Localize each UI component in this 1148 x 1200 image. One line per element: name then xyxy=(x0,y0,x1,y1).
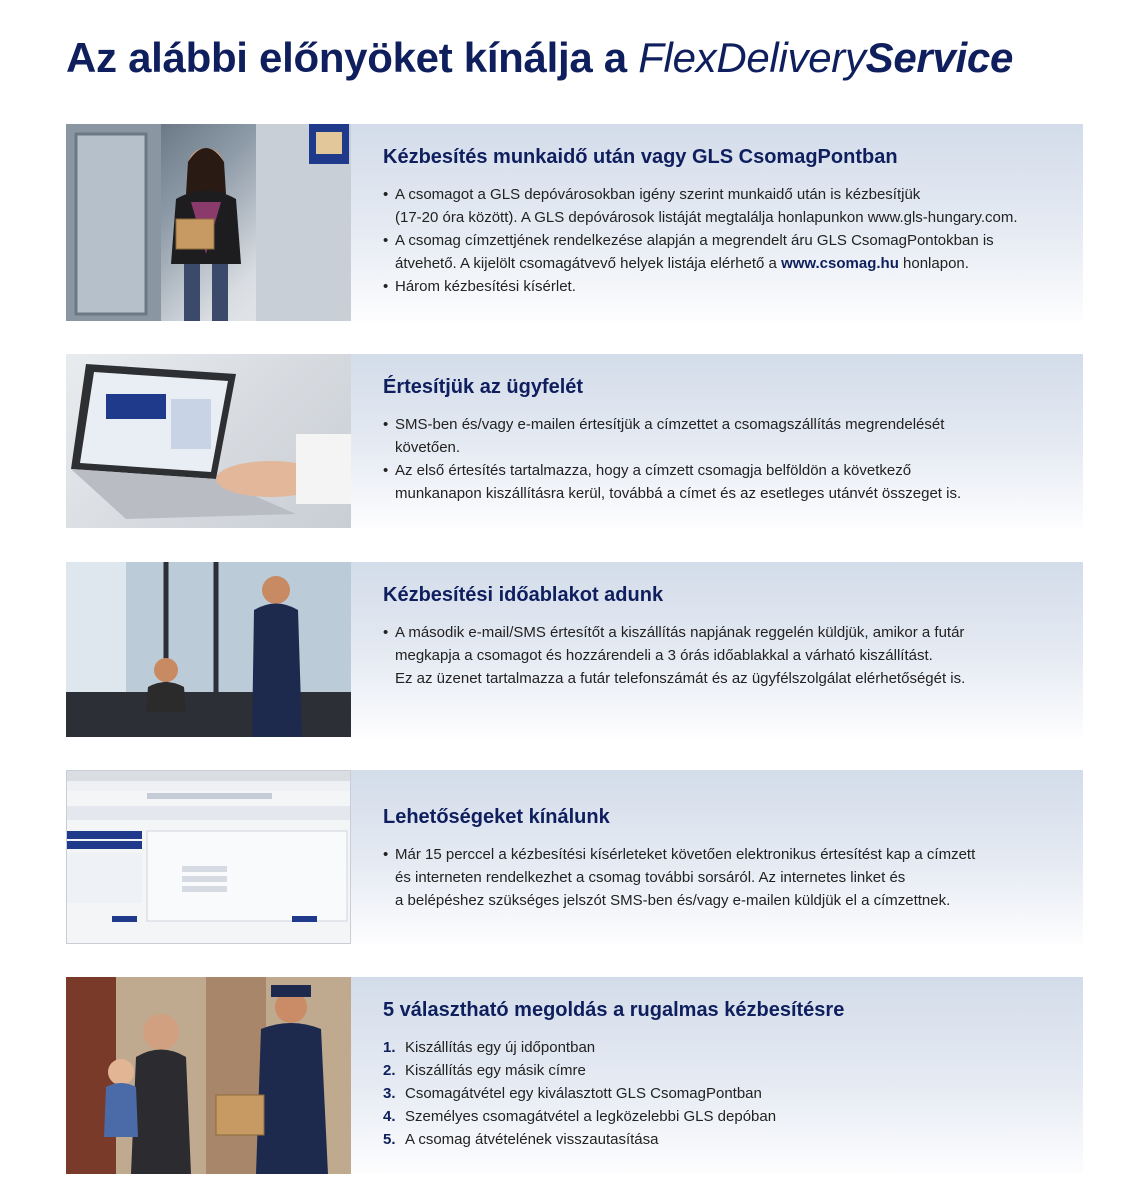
list-item: • Három kézbesítési kísérlet. xyxy=(383,275,1083,298)
section-title: Kézbesítés munkaidő után vagy GLS CsomagPontban xyxy=(383,146,898,168)
list-item: • Az első értesítés tartalmazza, hogy a címzett csomagja belföldön a következő munkanapon kiszállításra kerül, továbbá a címet és az esetleges utánvét összeget is. xyxy=(383,459,1083,505)
screenshot-web-portal xyxy=(66,770,351,944)
bullet-list xyxy=(383,843,1083,912)
bullet-list xyxy=(383,183,1083,298)
photo-woman-with-parcel xyxy=(66,124,351,321)
page-title-text: Az alábbi előnyöket kínálja a xyxy=(66,34,639,81)
section-text-panel xyxy=(351,770,1083,944)
list-item: 3. Csomagátvétel egy kiválasztott GLS CsomagPontban xyxy=(383,1085,762,1102)
section-delivery-solutions xyxy=(66,977,1083,1174)
page-title xyxy=(66,34,1013,82)
list-item: • Már 15 perccel a kézbesítési kísérleteket követően elektronikus értesítést kap a címzett és interneten rendelkezhet a csomag további sorsáról. Az internetes linket és a belépéshez szükséges jelszót SMS-ben és/vagy e-mailen küldjük el a címzettnek. xyxy=(383,843,1083,912)
list-item: • A csomag címzettjének rendelkezése alapján a megrendelt áru GLS CsomagPontokban is átvehető. A kijelölt csomagátvevő helyek listája elérhető a www.csomag.hu honlapon. xyxy=(383,229,1083,275)
list-item: 1. Kiszállítás egy új időpontban xyxy=(383,1039,596,1056)
section-title: 5 választható megoldás a rugalmas kézbesítésre xyxy=(383,999,845,1021)
bullet-list xyxy=(383,413,1083,505)
section-after-hours-delivery xyxy=(66,124,1083,321)
section-title: Kézbesítési időablakot adunk xyxy=(383,584,664,606)
section-text-panel xyxy=(351,124,1083,321)
section-title: Lehetőségeket kínálunk xyxy=(383,806,610,828)
section-delivery-time-window xyxy=(66,562,1083,737)
brand-name-bold: Service xyxy=(865,34,1014,81)
section-title: Értesítjük az ügyfelét xyxy=(383,376,584,398)
list-item: 2. Kiszállítás egy másik címre xyxy=(383,1062,586,1079)
list-item: • SMS-ben és/vagy e-mailen értesítjük a címzettet a csomagszállítás megrendelését követően. xyxy=(383,413,1083,459)
list-item: • A második e-mail/SMS értesítőt a kiszállítás napjának reggelén küldjük, amikor a futár megkapja a csomagot és hozzárendeli a 3 órás időablakkal a várható kiszállítást. Ez az üzenet tartalmazza a futár telefonszámát és az ügyfélszolgálat elérhetőségét is. xyxy=(383,621,1083,690)
section-options xyxy=(66,770,1083,944)
csomag-hu-link[interactable]: www.csomag.hu xyxy=(781,255,899,272)
list-item: 4. Személyes csomagátvétel a legközelebbi GLS depóban xyxy=(383,1108,777,1125)
photo-courier-handover xyxy=(66,977,351,1174)
section-customer-notification xyxy=(66,354,1083,528)
photo-courier-office xyxy=(66,562,351,737)
numbered-list xyxy=(383,1036,1083,1151)
bullet-list xyxy=(383,621,1083,690)
list-item: • A csomagot a GLS depóvárosokban igény szerint munkaidő után is kézbesítjük (17-20 óra között). A GLS depóvárosok listáját megtalálja honlapunkon www.gls-hungary.com. xyxy=(383,183,1083,229)
section-text-panel xyxy=(351,354,1083,528)
brand-name-light: FlexDelivery xyxy=(638,34,866,81)
list-item: 5. A csomag átvételének visszautasítása xyxy=(383,1131,659,1148)
photo-laptop-typing xyxy=(66,354,351,528)
section-text-panel xyxy=(351,977,1083,1174)
section-text-panel xyxy=(351,562,1083,737)
